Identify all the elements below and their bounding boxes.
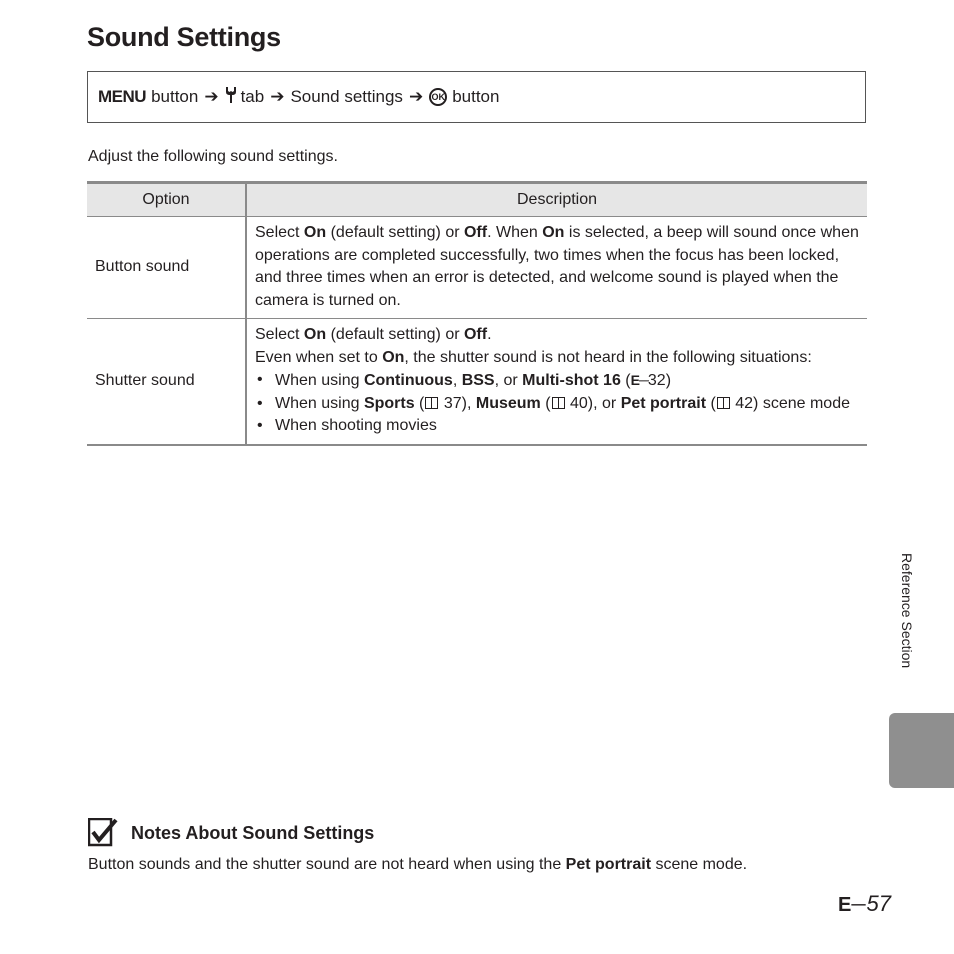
desc-text: 37), bbox=[439, 394, 476, 412]
desc-text: , the shutter sound is not heard in the following situations: bbox=[404, 348, 812, 366]
notes-heading bbox=[88, 818, 374, 848]
table-header-row bbox=[87, 183, 867, 217]
desc-text: Select bbox=[255, 326, 304, 343]
desc-text: ( bbox=[414, 394, 425, 412]
option-shutter-sound: Shutter sound bbox=[87, 319, 246, 445]
desc-text: , or bbox=[494, 372, 523, 389]
desc-text: is selected, a beep will sound once when operations are completed successfully, two times when the focus has been locked, and three times when an error is detected, and welcome sound is played when the camera is turned on. bbox=[255, 224, 859, 309]
desc-text: ( bbox=[620, 372, 631, 389]
desc-bold: On bbox=[303, 326, 327, 343]
situations-list bbox=[255, 369, 859, 438]
reference-e-icon: E bbox=[630, 372, 639, 388]
desc-bold: Sports bbox=[363, 394, 415, 412]
page-number bbox=[838, 891, 891, 917]
desc-text: 42) scene mode bbox=[730, 394, 850, 412]
desc-text: ) bbox=[665, 372, 672, 389]
desc-text: 32 bbox=[647, 372, 666, 389]
menu-path-item: Sound settings bbox=[290, 87, 403, 106]
checkmark-icon bbox=[88, 818, 118, 848]
description-shutter-sound bbox=[246, 319, 867, 445]
desc-text: . bbox=[487, 326, 492, 343]
reference-e-icon: E─ bbox=[838, 894, 866, 916]
desc-bold: Off bbox=[463, 224, 488, 241]
list-item bbox=[255, 393, 859, 416]
list-item: • When shooting movies bbox=[255, 415, 859, 438]
menu-path-box bbox=[87, 71, 866, 123]
desc-text: , bbox=[452, 372, 462, 389]
desc-text: When using bbox=[275, 394, 364, 412]
desc-bold: On bbox=[542, 224, 565, 241]
desc-bold: Multi-shot 16 bbox=[522, 372, 621, 389]
side-section-label: Reference Section bbox=[899, 553, 915, 669]
arrow-right-icon: ➔ bbox=[408, 87, 424, 106]
desc-text: Even when set to bbox=[255, 348, 383, 366]
header-description: Description bbox=[246, 183, 867, 217]
notes-body bbox=[88, 856, 747, 874]
reference-e-icon-dash: ─ bbox=[638, 372, 648, 388]
description-button-sound bbox=[246, 217, 867, 319]
notes-text: Button sounds and the shutter sound are not heard when using the bbox=[88, 856, 566, 873]
desc-text: . When bbox=[487, 224, 543, 241]
desc-bold: Pet portrait bbox=[620, 394, 707, 412]
notes-bold: Pet portrait bbox=[565, 856, 652, 873]
desc-text: ( bbox=[540, 394, 551, 412]
menu-path-tab-word: tab bbox=[240, 87, 265, 106]
list-item bbox=[255, 369, 859, 393]
book-icon bbox=[717, 397, 730, 409]
wrench-icon bbox=[225, 86, 237, 109]
header-option: Option bbox=[87, 183, 246, 217]
desc-bold: Off bbox=[463, 326, 488, 343]
desc-text: (default setting) or bbox=[326, 224, 464, 241]
ok-button-icon: OK bbox=[429, 88, 447, 106]
notes-text: scene mode. bbox=[651, 856, 748, 873]
desc-bold: On bbox=[303, 224, 327, 241]
arrow-right-icon: ➔ bbox=[204, 87, 219, 106]
menu-button-icon: MENU bbox=[98, 87, 147, 106]
page-title: Sound Settings bbox=[87, 22, 281, 52]
sound-settings-table bbox=[87, 181, 867, 446]
desc-text: (default setting) or bbox=[326, 326, 464, 343]
desc-text: ( bbox=[706, 394, 716, 412]
page-number-value: 57 bbox=[866, 891, 891, 916]
table-row bbox=[87, 217, 867, 319]
desc-bold: Museum bbox=[475, 394, 541, 412]
desc-bold: BSS bbox=[461, 372, 495, 389]
desc-bold: On bbox=[382, 348, 405, 366]
intro-text: Adjust the following sound settings. bbox=[88, 148, 338, 165]
option-button-sound: Button sound bbox=[87, 217, 246, 319]
desc-text: Select bbox=[255, 224, 304, 241]
desc-text: 40), or bbox=[565, 394, 621, 412]
book-icon bbox=[425, 397, 438, 409]
table-row bbox=[87, 319, 867, 445]
desc-line bbox=[255, 324, 859, 347]
menu-path-button-word: button bbox=[151, 87, 199, 106]
section-tab bbox=[889, 713, 954, 788]
book-icon bbox=[552, 397, 565, 409]
desc-bold: Continuous bbox=[363, 372, 453, 389]
arrow-right-icon: ➔ bbox=[270, 87, 285, 106]
desc-text: When using bbox=[275, 372, 364, 389]
notes-title: Notes About Sound Settings bbox=[131, 822, 375, 843]
menu-path-button-word: button bbox=[452, 87, 500, 106]
desc-line bbox=[255, 347, 859, 370]
